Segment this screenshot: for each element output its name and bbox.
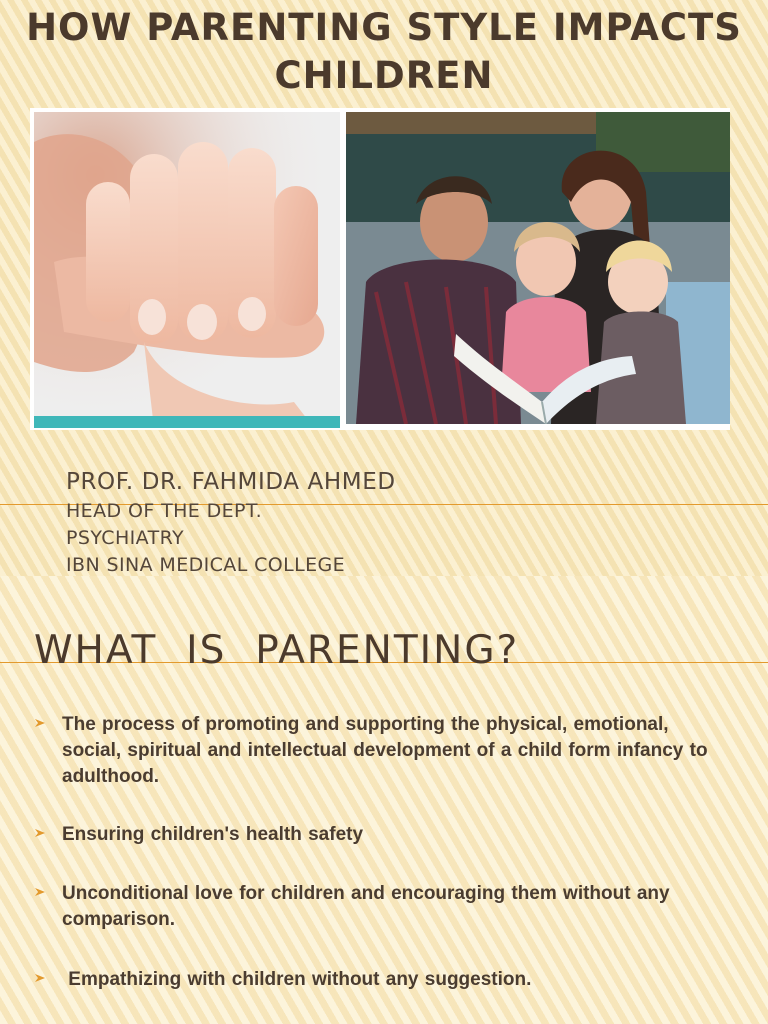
baby-hand-photo	[34, 112, 340, 428]
bullet-text: The process of promoting and supporting the physical, emotional, social, spiritual and intellectual development of a child form infancy to adulthood.	[62, 714, 708, 787]
arrow-bullet-icon	[34, 827, 46, 839]
arrow-bullet-icon	[34, 717, 46, 729]
slide-title	[0, 4, 768, 100]
photo-strip	[30, 108, 730, 430]
bullet-text: Empathizing with children without any suggestion.	[62, 969, 532, 990]
arrow-bullet-icon	[34, 972, 46, 984]
bullet-text: Unconditional love for children and encouraging them without any comparison.	[62, 883, 670, 930]
family-reading-photo	[346, 112, 730, 424]
baby-hand-illustration	[34, 112, 340, 428]
family-reading-illustration	[346, 112, 730, 424]
presenter-name: PROF. DR. FAHMIDA AHMED	[66, 469, 396, 495]
slide-title-line-1: HOW PARENTING STYLE IMPACTS	[26, 6, 742, 49]
slide-title-line-2: CHILDREN	[274, 54, 494, 97]
presenter-block	[66, 466, 666, 576]
presenter-role: HEAD OF THE DEPT.	[66, 500, 263, 522]
presenter-institution: IBN SINA MEDICAL COLLEGE	[66, 554, 346, 576]
presenter-department: PSYCHIATRY	[66, 527, 184, 549]
slide-heading: WHAT IS PARENTING?	[34, 628, 520, 673]
bullet-text: Ensuring children's health safety	[62, 824, 364, 845]
arrow-bullet-icon	[34, 886, 46, 898]
